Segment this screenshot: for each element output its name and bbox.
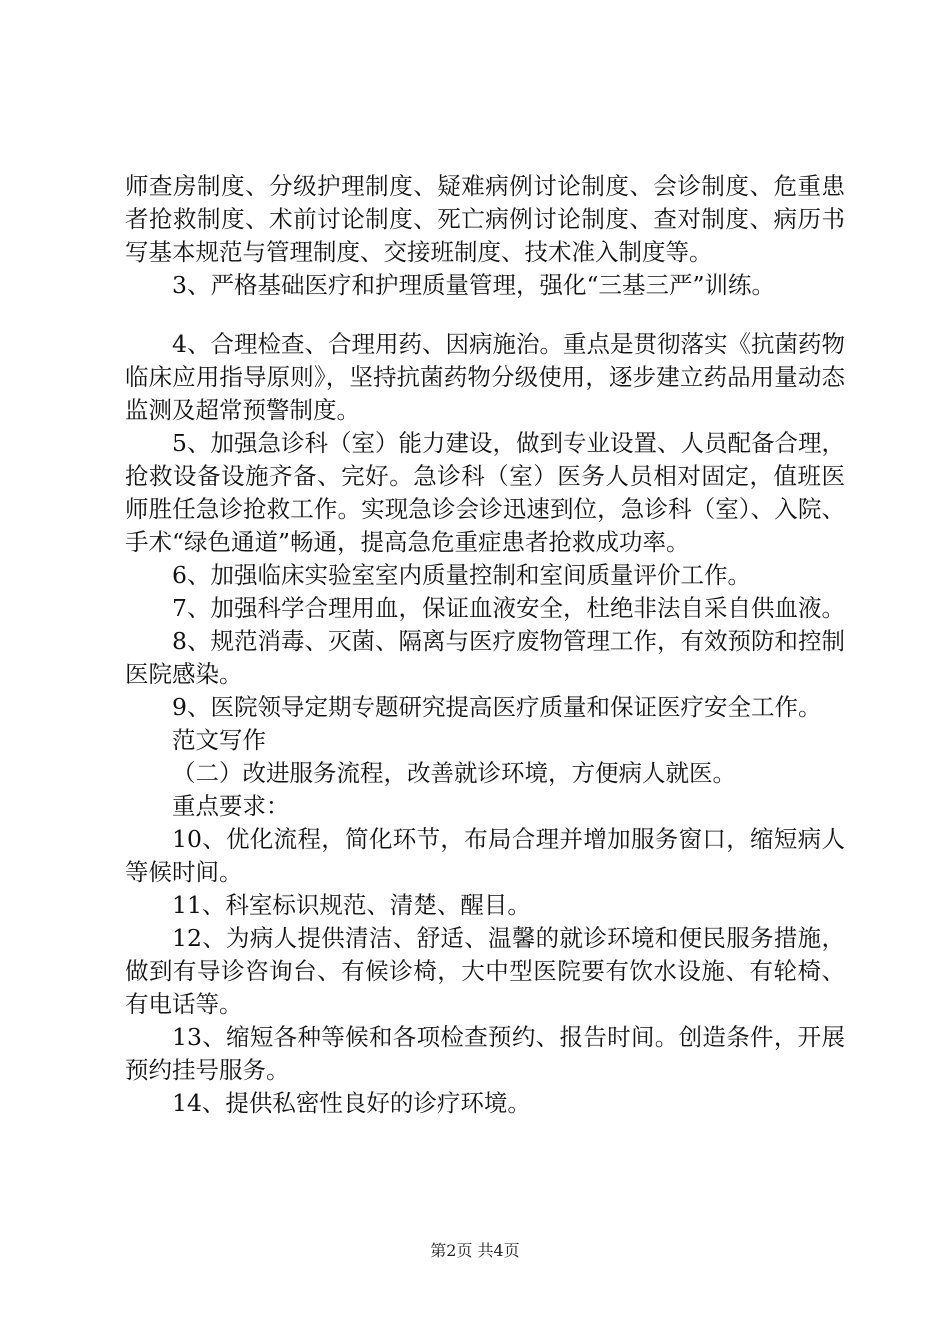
paragraph-item-12: 12、为病人提供清洁、舒适、温馨的就诊环境和便民服务措施，做到有导诊咨询台、有候诊椅，大中型医院要有饮水设施、有轮椅、有电话等。	[125, 924, 845, 1018]
paragraph-item-8: 8、规范消毒、灭菌、隔离与医疗废物管理工作，有效预防和控制医院感染。	[125, 627, 845, 688]
page-footer	[0, 1238, 950, 1261]
paragraph-item-9: 9、医院领导定期专题研究提高医疗质量和保证医疗安全工作。	[172, 693, 822, 721]
section-subheading: 重点要求：	[172, 792, 290, 820]
paragraph-label: 范文写作	[172, 726, 266, 754]
section-heading: （二）改进服务流程，改善就诊环境，方便病人就医。	[172, 759, 736, 787]
paragraph-item-3: 3、严格基础医疗和护理质量管理，强化“三基三严”训练。	[172, 271, 775, 299]
paragraph-item-10: 10、优化流程，简化环节，布局合理并增加服务窗口，缩短病人等候时间。	[125, 825, 845, 886]
paragraph-item-5: 5、加强急诊科（室）能力建设，做到专业设置、人员配备合理，抢救设备设施齐备、完好。急诊科（室）医务人员相对固定，值班医师胜任急诊抢救工作。实现急诊会诊迅速到位，急诊科（室）、入院、手术“绿色通道”畅通，提高急危重症患者抢救成功率。	[125, 429, 845, 556]
paragraph-item-4: 4、合理检查、合理用药、因病施治。重点是贯彻落实《抗菌药物临床应用指导原则》，坚持抗菌药物分级使用，逐步建立药品用量动态监测及超常预警制度。	[125, 330, 845, 424]
page-number-label: 第2页 共4页	[430, 1241, 520, 1260]
paragraph-continuation: 师查房制度、分级护理制度、疑难病例讨论制度、会诊制度、危重患者抢救制度、术前讨论制度、死亡病例讨论制度、查对制度、病历书写基本规范与管理制度、交接班制度、技术准入制度等。	[125, 172, 845, 266]
paragraph-item-7: 7、加强科学合理用血，保证血液安全，杜绝非法自采自供血液。	[172, 594, 845, 622]
document-body	[125, 170, 845, 1120]
paragraph-item-6: 6、加强临床实验室室内质量控制和室间质量评价工作。	[172, 561, 751, 589]
paragraph-item-11: 11、科室标识规范、清楚、醒目。	[172, 891, 531, 919]
paragraph-item-13: 13、缩短各种等候和各项检查预约、报告时间。创造条件，开展预约挂号服务。	[125, 1023, 845, 1084]
paragraph-item-14: 14、提供私密性良好的诊疗环境。	[172, 1089, 531, 1117]
